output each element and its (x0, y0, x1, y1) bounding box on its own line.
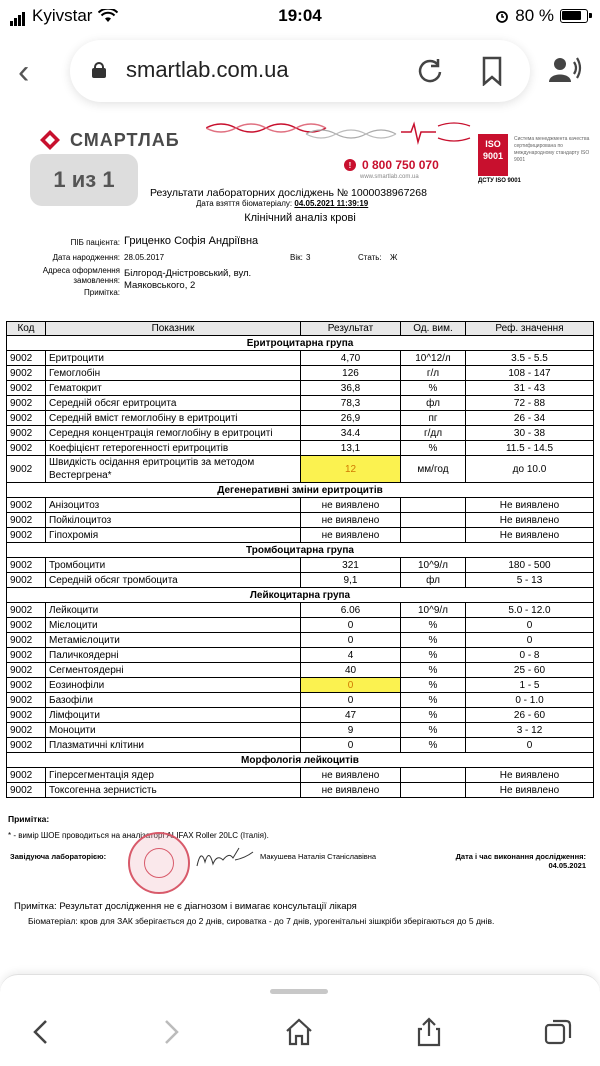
cell-unit: % (401, 693, 466, 708)
completion-date-label: Дата і час виконання дослідження: (455, 852, 586, 861)
cell-reference: Не виявлено (466, 783, 594, 798)
cell-result: 0 (301, 678, 401, 693)
cell-result: 26,9 (301, 411, 401, 426)
header-result: Результат (301, 322, 401, 336)
cell-unit: % (401, 708, 466, 723)
note-label: Примітка: (84, 288, 120, 297)
cell-indicator: Середній обсяг еритроцита (46, 396, 301, 411)
address-label-1: Адреса оформлення (42, 266, 120, 275)
sheet-handle[interactable] (270, 989, 328, 994)
cell-code: 9002 (7, 633, 46, 648)
cell-indicator: Тромбоцити (46, 558, 301, 573)
smartlab-logo (38, 128, 180, 152)
cell-result: 321 (301, 558, 401, 573)
cell-result: 78,3 (301, 396, 401, 411)
results-table (6, 321, 594, 798)
cell-unit: % (401, 633, 466, 648)
group-row (7, 483, 594, 498)
cell-unit: фл (401, 396, 466, 411)
cell-indicator: Лейкоцити (46, 603, 301, 618)
cell-indicator: Еритроцити (46, 351, 301, 366)
cell-indicator: Паличкоядерні (46, 648, 301, 663)
cell-code: 9002 (7, 603, 46, 618)
cell-result: 40 (301, 663, 401, 678)
table-row (7, 573, 594, 588)
website: www.smartlab.com.ua (360, 174, 419, 180)
cell-unit: 10^9/л (401, 558, 466, 573)
dob-label: Дата народження: (52, 253, 120, 262)
cell-reference: 180 - 500 (466, 558, 594, 573)
sample-date-value: 04.05.2021 11:39:19 (294, 199, 369, 208)
group-title: Лейкоцитарна група (7, 588, 594, 603)
cell-result: 4,70 (301, 351, 401, 366)
cell-unit (401, 528, 466, 543)
header-code: Код (7, 322, 46, 336)
table-row (7, 351, 594, 366)
table-row (7, 441, 594, 456)
table-row (7, 768, 594, 783)
cell-result: 0 (301, 693, 401, 708)
table-row (7, 528, 594, 543)
cell-result: не виявлено (301, 768, 401, 783)
header-unit: Од. вим. (401, 322, 466, 336)
cell-unit: % (401, 663, 466, 678)
cell-indicator: Пойкілоцитоз (46, 513, 301, 528)
cell-reference: Не виявлено (466, 513, 594, 528)
iso-dstu: ДСТУ ISO 9001 (478, 178, 521, 184)
lock-icon (92, 62, 106, 78)
cell-indicator: Гіпохромія (46, 528, 301, 543)
group-title: Тромбоцитарна група (7, 543, 594, 558)
cell-code: 9002 (7, 663, 46, 678)
cell-indicator: Коефіцієнт гетерогенності еритроцитів (46, 441, 301, 456)
patient-name: Гриценко Софія Андріївна (124, 235, 259, 247)
cell-unit: % (401, 648, 466, 663)
group-row (7, 588, 594, 603)
cell-reference: 11.5 - 14.5 (466, 441, 594, 456)
patient-name-label: ПІБ пацієнта: (70, 238, 120, 247)
back-icon[interactable] (26, 1017, 56, 1047)
cell-unit: % (401, 723, 466, 738)
cell-indicator: Швидкість осідання еритроцитів за методом Вестергрена* (46, 456, 301, 483)
cell-unit: % (401, 381, 466, 396)
smartlab-logo-icon (38, 128, 62, 152)
table-row (7, 738, 594, 753)
cell-reference: до 10.0 (466, 456, 594, 483)
group-title: Дегенеративні зміни еритроцитів (7, 483, 594, 498)
reader-speaker-icon[interactable] (548, 56, 582, 84)
cell-result: 4 (301, 648, 401, 663)
cell-code: 9002 (7, 498, 46, 513)
address-bar[interactable] (70, 40, 530, 102)
clock: 19:04 (278, 6, 322, 25)
table-row (7, 366, 594, 381)
cell-reference: 1 - 5 (466, 678, 594, 693)
cell-indicator: Лімфоцити (46, 708, 301, 723)
table-row (7, 558, 594, 573)
cell-reference: 26 - 34 (466, 411, 594, 426)
cell-reference: 0 (466, 738, 594, 753)
cell-reference: 25 - 60 (466, 663, 594, 678)
note-title: Примітка: (8, 814, 50, 824)
cell-indicator: Середній вміст гемоглобіну в еритроциті (46, 411, 301, 426)
cell-reference: 31 - 43 (466, 381, 594, 396)
cell-reference: Не виявлено (466, 768, 594, 783)
pdf-document[interactable] (0, 114, 600, 974)
battery-group (495, 6, 588, 26)
cell-unit: % (401, 738, 466, 753)
cell-result: 36,8 (301, 381, 401, 396)
header-indicator: Показник (46, 322, 301, 336)
group-title: Морфологія лейкоцитів (7, 753, 594, 768)
sample-date (196, 199, 368, 208)
cell-indicator: Гемоглобін (46, 366, 301, 381)
storage-note: Біоматеріал: кров для ЗАК зберігається до 2 днів, сироватка - до 7 днів, урогенітальні зішкріби зберігаються до 5 днів. (28, 916, 495, 926)
header-reference: Реф. значення (466, 322, 594, 336)
cell-code: 9002 (7, 456, 46, 483)
status-bar (0, 0, 600, 34)
table-row (7, 426, 594, 441)
cell-reference: 108 - 147 (466, 366, 594, 381)
cell-result: 13,1 (301, 441, 401, 456)
table-row (7, 456, 594, 483)
cell-result: 12 (301, 456, 401, 483)
cell-result: не виявлено (301, 783, 401, 798)
carrier-name: Kyivstar (32, 6, 93, 25)
table-header-row (7, 322, 594, 336)
phone-icon (344, 159, 356, 171)
table-row (7, 708, 594, 723)
cell-indicator: Гематокрит (46, 381, 301, 396)
svg-text:!: ! (348, 161, 352, 170)
cell-unit: пг (401, 411, 466, 426)
report-title: Клінічний аналіз крові (244, 212, 356, 224)
cell-unit: г/дл (401, 426, 466, 441)
phone-line (344, 158, 439, 172)
cell-unit: 10^12/л (401, 351, 466, 366)
tabs-icon[interactable] (544, 1017, 574, 1047)
group-row (7, 543, 594, 558)
cell-code: 9002 (7, 738, 46, 753)
cell-indicator: Плазматичні клітини (46, 738, 301, 753)
cell-code: 9002 (7, 768, 46, 783)
lab-stamp (128, 832, 190, 894)
bookmark-icon[interactable] (480, 56, 504, 86)
cell-result: не виявлено (301, 498, 401, 513)
cell-result: 9,1 (301, 573, 401, 588)
cell-indicator: Еозинофіли (46, 678, 301, 693)
cell-unit (401, 498, 466, 513)
cell-unit: мм/год (401, 456, 466, 483)
cell-code: 9002 (7, 366, 46, 381)
cell-unit: % (401, 441, 466, 456)
cell-indicator: Середній обсяг тромбоцита (46, 573, 301, 588)
cell-code: 9002 (7, 411, 46, 426)
esr-note: * - вимір ШОЕ проводиться на аналізаторі ALIFAX Roller 20LC (Італія). (8, 831, 269, 840)
cell-code: 9002 (7, 708, 46, 723)
disclaimer: Примітка: Результат дослідження не є діагнозом і вимагає консультації лікаря (14, 901, 357, 912)
cell-indicator: Анізоцитоз (46, 498, 301, 513)
iso-description: Система менеджмента качества сертифицирована по международному стандарту ISO 9001 (514, 136, 590, 163)
cell-reference: 30 - 38 (466, 426, 594, 441)
cell-code: 9002 (7, 396, 46, 411)
head-label: Завідуюча лабораторією: (10, 852, 107, 861)
cell-unit: % (401, 618, 466, 633)
signature (195, 844, 257, 872)
address-line-2: Маяковського, 2 (124, 280, 196, 291)
group-title: Еритроцитарна група (7, 336, 594, 351)
cell-result: не виявлено (301, 528, 401, 543)
table-row (7, 513, 594, 528)
cell-reference: 0 (466, 618, 594, 633)
completion-date-value: 04.05.2021 (548, 861, 586, 870)
cell-reference: 5.0 - 12.0 (466, 603, 594, 618)
forward-icon[interactable] (156, 1017, 186, 1047)
dob-value: 28.05.2017 (124, 253, 165, 262)
cell-unit: фл (401, 573, 466, 588)
cell-result: не виявлено (301, 513, 401, 528)
cell-code: 9002 (7, 783, 46, 798)
table-row (7, 381, 594, 396)
cell-code: 9002 (7, 381, 46, 396)
cell-result: 47 (301, 708, 401, 723)
reload-icon[interactable] (416, 56, 444, 84)
cell-code: 9002 (7, 573, 46, 588)
cell-reference: 3 - 12 (466, 723, 594, 738)
cell-unit: 10^9/л (401, 603, 466, 618)
cell-unit (401, 783, 466, 798)
group-row (7, 753, 594, 768)
cell-unit (401, 768, 466, 783)
cell-unit: г/л (401, 366, 466, 381)
home-icon[interactable] (284, 1017, 314, 1047)
cell-unit (401, 513, 466, 528)
head-name: Макушева Наталія Станіславівна (260, 852, 377, 861)
phone-number: 0 800 750 070 (362, 158, 439, 172)
url-text: smartlab.com.ua (126, 57, 289, 82)
results-line: Результати лабораторних досліджень № 1000038967268 (150, 187, 427, 199)
group-row (7, 336, 594, 351)
table-row (7, 618, 594, 633)
cell-result: 34.4 (301, 426, 401, 441)
dna-banner-graphic (206, 120, 476, 154)
cell-indicator: Токсогенна зернистість (46, 783, 301, 798)
cell-reference: 26 - 60 (466, 708, 594, 723)
share-icon[interactable] (414, 1017, 444, 1047)
table-row (7, 603, 594, 618)
table-row (7, 498, 594, 513)
cell-code: 9002 (7, 558, 46, 573)
cell-reference: Не виявлено (466, 498, 594, 513)
alarm-icon (495, 9, 509, 23)
cell-indicator: Метамієлоцити (46, 633, 301, 648)
cell-result: 0 (301, 633, 401, 648)
cell-code: 9002 (7, 441, 46, 456)
cell-indicator: Сегментоядерні (46, 663, 301, 678)
browser-bottom-toolbar (0, 974, 600, 1066)
age-value: 3 (306, 253, 311, 262)
brand-name: СМАРТЛАБ (70, 129, 180, 150)
battery-percent: 80 % (515, 6, 554, 25)
address-line-1: Білгород-Дністровський, вул. (124, 268, 252, 279)
cell-reference: 0 - 8 (466, 648, 594, 663)
table-row (7, 678, 594, 693)
page-indicator: 1 из 1 (30, 154, 138, 206)
cell-reference: Не виявлено (466, 528, 594, 543)
cell-result: 6.06 (301, 603, 401, 618)
table-row (7, 633, 594, 648)
table-row (7, 648, 594, 663)
cell-code: 9002 (7, 528, 46, 543)
iso-badge: ISO 9001 (478, 134, 508, 176)
age-label: Вік: (290, 253, 303, 262)
cell-indicator: Моноцити (46, 723, 301, 738)
cell-indicator: Базофіли (46, 693, 301, 708)
cell-code: 9002 (7, 618, 46, 633)
sample-date-label: Дата взяття біоматеріалу: (196, 199, 293, 208)
cell-code: 9002 (7, 648, 46, 663)
cell-reference: 0 - 1.0 (466, 693, 594, 708)
table-row (7, 783, 594, 798)
table-row (7, 693, 594, 708)
address-label-2: замовлення: (73, 276, 120, 285)
cell-code: 9002 (7, 351, 46, 366)
cell-indicator: Середня концентрація гемоглобіну в еритроциті (46, 426, 301, 441)
cell-code: 9002 (7, 426, 46, 441)
cell-code: 9002 (7, 513, 46, 528)
sex-value: Ж (390, 253, 398, 262)
sex-label: Стать: (358, 253, 382, 262)
table-row (7, 411, 594, 426)
cell-result: 126 (301, 366, 401, 381)
cell-reference: 3.5 - 5.5 (466, 351, 594, 366)
table-row (7, 396, 594, 411)
browser-toolbar (0, 34, 600, 114)
cell-unit: % (401, 678, 466, 693)
cell-result: 0 (301, 618, 401, 633)
cell-code: 9002 (7, 693, 46, 708)
completion-date (456, 852, 586, 870)
cell-code: 9002 (7, 723, 46, 738)
cell-code: 9002 (7, 678, 46, 693)
cell-result: 9 (301, 723, 401, 738)
table-row (7, 723, 594, 738)
cell-indicator: Мієлоцити (46, 618, 301, 633)
cell-indicator: Гіперсегментація ядер (46, 768, 301, 783)
table-row (7, 663, 594, 678)
battery-icon (560, 9, 588, 23)
back-chevron-icon[interactable]: ‹ (18, 53, 30, 91)
cell-reference: 0 (466, 633, 594, 648)
cell-reference: 72 - 88 (466, 396, 594, 411)
cell-reference: 5 - 13 (466, 573, 594, 588)
cell-result: 0 (301, 738, 401, 753)
